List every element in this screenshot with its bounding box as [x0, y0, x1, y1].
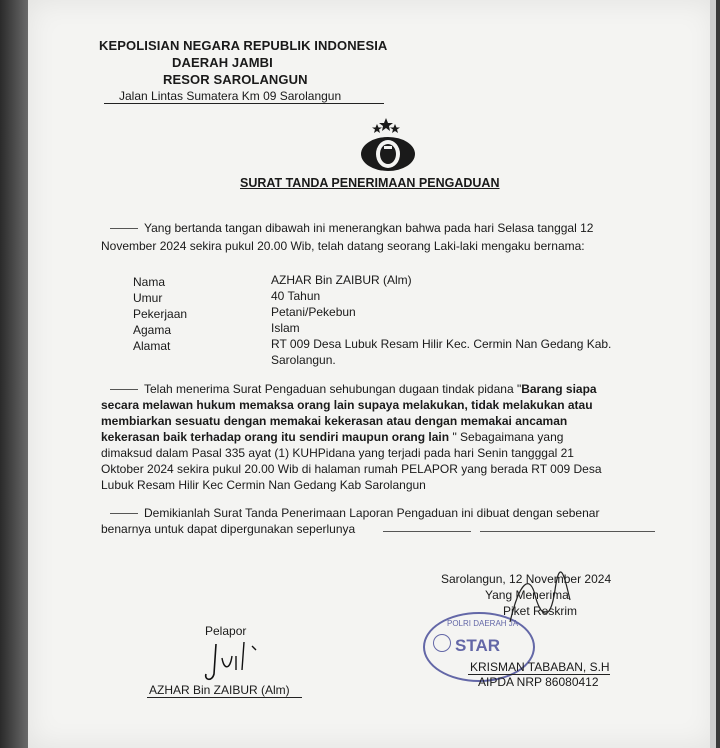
police-emblem-icon: [355, 116, 425, 176]
intro-line-1: [110, 220, 593, 236]
identity-label-occupation: Pekerjaan: [133, 307, 188, 321]
body-line-1: [110, 381, 597, 397]
header-institution: KEPOLISIAN NEGARA REPUBLIK INDONESIA: [99, 38, 388, 53]
header-region: DAERAH JAMBI: [172, 55, 273, 70]
page-right-edge: [710, 0, 716, 748]
closing-fill-line-2: [480, 531, 655, 532]
document-page: [28, 0, 716, 748]
header-address: Jalan Lintas Sumatera Km 09 Sarolangun: [119, 89, 342, 103]
identity-label-name: Nama: [133, 275, 166, 289]
closing-fill-line-1: [383, 531, 471, 532]
reporter-name: AZHAR Bin ZAIBUR (Alm): [149, 683, 290, 697]
identity-value-address: RT 009 Desa Lubuk Resam Hilir Kec. Cermin Nan Gedang Kab.: [271, 337, 612, 351]
closing-text-1: Demikianlah Surat Tanda Penerimaan Laporan Pengaduan ini dibuat dengan sebenar: [144, 506, 600, 520]
scan-left-edge: [0, 0, 28, 748]
identity-label-address: Alamat: [133, 339, 171, 353]
identity-value-religion: Islam: [271, 321, 300, 335]
dash-leader: [110, 389, 138, 390]
identity-value-occupation: Petani/Pekebun: [271, 305, 356, 319]
closing-line-1: [110, 505, 599, 521]
closing-line-2: benarnya untuk dapat dipergunakan seperlunya: [101, 522, 356, 536]
stamp-center-text: STAR: [455, 636, 501, 655]
stamp-ring-text: POLRI DAERAH JA: [447, 619, 519, 628]
receiver-name: KRISMAN TABABAN, S.H: [470, 660, 610, 674]
body-text-1b: Barang siapa: [521, 382, 597, 396]
body-line-2: secara melawan hukum memaksa orang lain supaya melakukan, tidak melakukan atau: [101, 398, 593, 412]
identity-value-address-cont: Sarolangun.: [271, 353, 336, 367]
body-line-7: Lubuk Resam Hilir Kec Cermin Nan Gedang Kab Sarolangun: [101, 478, 426, 492]
reporter-label: Pelapor: [205, 624, 247, 638]
receiver-signature-icon: [500, 570, 580, 630]
header-underline: [104, 103, 384, 104]
identity-value-name: AZHAR Bin ZAIBUR (Alm): [271, 273, 412, 287]
stamp-emblem-icon: [433, 634, 451, 652]
identity-value-age: 40 Tahun: [271, 289, 321, 303]
reporter-name-underline: [147, 697, 302, 698]
intro-line-2: November 2024 sekira pukul 20.00 Wib, telah datang seorang Laki-laki mengaku bernama:: [101, 239, 585, 253]
body-text-4a: kekerasan baik terhadap orang itu sendiri maupun orang lain: [101, 430, 450, 444]
body-line-6: Oktober 2024 sekira pukul 20.00 Wib di halaman rumah PELAPOR yang berada RT 009 Desa: [101, 462, 602, 476]
reporter-signature-icon: [196, 636, 276, 686]
body-line-3: membiarkan sesuatu dengan memakai kekerasan atau dengan memakai ancaman: [101, 414, 568, 428]
body-text-1a: Telah menerima Surat Pengaduan sehubungan dugaan tindak pidana ": [144, 382, 522, 396]
intro-text-1: Yang bertanda tangan dibawah ini menerangkan bahwa pada hari Selasa tanggal 12: [144, 221, 594, 235]
sign-place-date: Sarolangun, 12 November 2024: [441, 572, 612, 586]
sign-receiver-label: Yang Menerima: [485, 588, 569, 602]
header-resort: RESOR SAROLANGUN: [163, 72, 308, 87]
document-title: SURAT TANDA PENERIMAAN PENGADUAN: [240, 176, 500, 190]
body-text-4b: " Sebagaimana yang: [452, 430, 564, 444]
sign-duty-label: Piket Reskrim: [503, 604, 578, 618]
dash-leader: [110, 228, 138, 229]
identity-label-age: Umur: [133, 291, 163, 305]
identity-label-religion: Agama: [133, 323, 172, 337]
dash-leader: [110, 513, 138, 514]
body-line-5: dimaksud dalam Pasal 335 ayat (1) KUHPidana yang terjadi pada hari Senin tangggal 21: [101, 446, 574, 460]
receiver-rank-nrp: AIPDA NRP 86080412: [478, 675, 599, 689]
body-line-4: [101, 429, 563, 445]
